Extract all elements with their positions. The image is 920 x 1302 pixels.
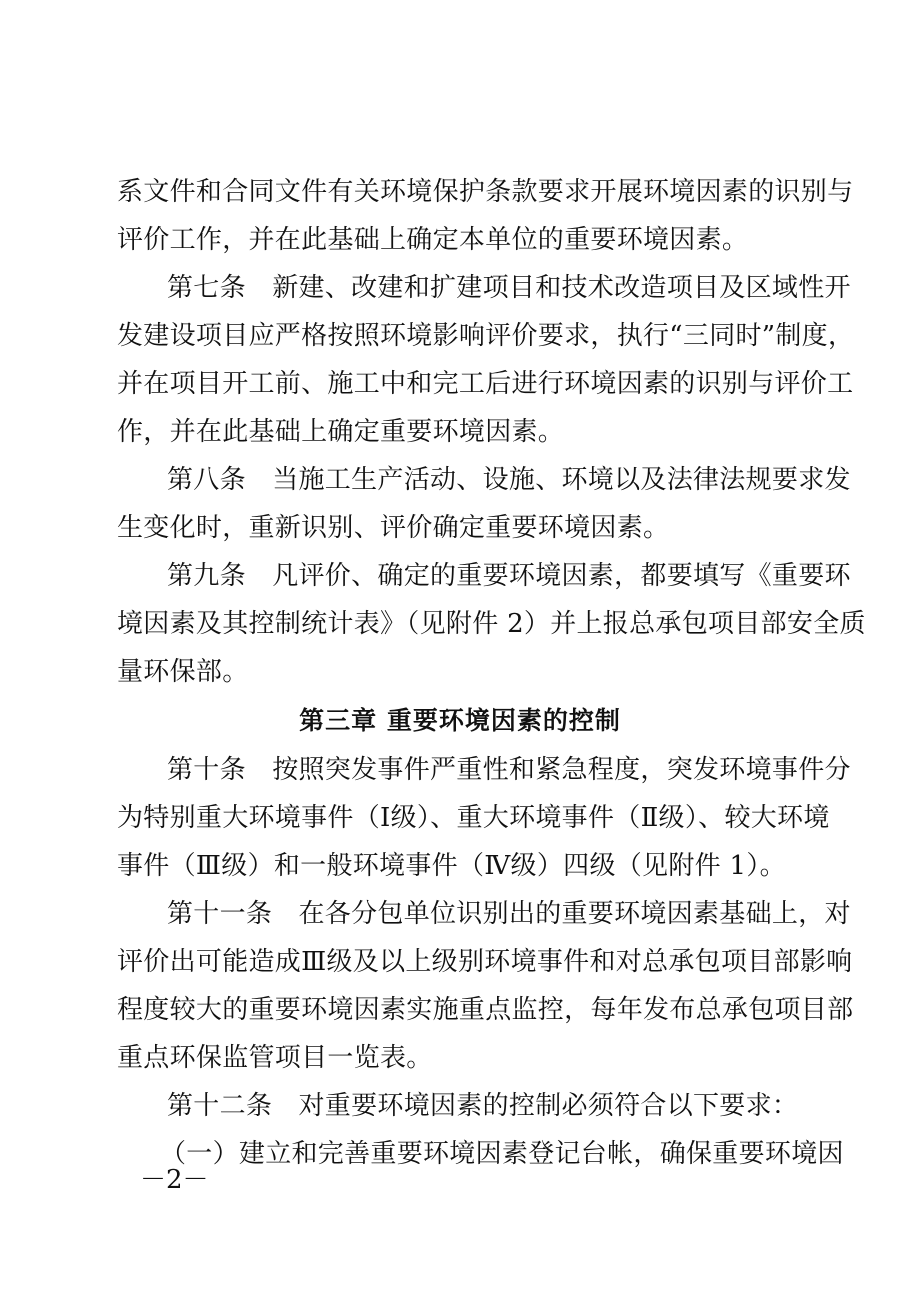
text-line: 系文件和合同文件有关环境保护条款要求开展环境因素的识别与 [117, 177, 854, 207]
article-11-line: 第十一条 在各分包单位识别出的重要环境因素基础上，对 [167, 899, 851, 929]
article-7-line: 第七条 新建、改建和扩建项目和技术改造项目及区域性开 [167, 273, 851, 303]
article-12-line: 第十二条 对重要环境因素的控制必须符合以下要求： [167, 1091, 799, 1121]
text-line: 重点环保监管项目一览表。 [117, 1043, 433, 1073]
article-8-line: 第八条 当施工生产活动、设施、环境以及法律法规要求发 [167, 465, 851, 495]
text-line: 评价工作，并在此基础上确定本单位的重要环境因素。 [117, 225, 749, 255]
text-line: 发建设项目应严格按照环境影响评价要求，执行“三同时”制度， [117, 321, 855, 351]
text-line: 评价出可能造成Ⅲ级及以上级别环境事件和对总承包项目部影响 [117, 947, 853, 977]
chapter-heading: 第三章 重要环境因素的控制 [299, 706, 621, 735]
article-10-line: 第十条 按照突发事件严重性和紧急程度，突发环境事件分 [167, 755, 851, 785]
list-item-1-line: （一）建立和完善重要环境因素登记台帐，确保重要环境因 [160, 1139, 844, 1169]
text-line: 事件（Ⅲ级）和一般环境事件（Ⅳ级）四级（见附件 1）。 [117, 851, 786, 881]
text-line: 为特别重大环境事件（Ⅰ级）、重大环境事件（Ⅱ级）、较大环境 [117, 803, 830, 833]
article-9-line: 第九条 凡评价、确定的重要环境因素，都要填写《重要环 [167, 561, 851, 591]
page-number: －2－ [140, 1165, 209, 1195]
text-line: 并在项目开工前、施工中和完工后进行环境因素的识别与评价工 [117, 369, 854, 399]
text-line: 程度较大的重要环境因素实施重点监控，每年发布总承包项目部 [117, 995, 854, 1025]
text-line: 境因素及其控制统计表》（见附件 2）并上报总承包项目部安全质 [117, 609, 866, 639]
text-line: 量环保部。 [117, 657, 249, 687]
text-line: 作，并在此基础上确定重要环境因素。 [117, 417, 565, 447]
text-line: 生变化时，重新识别、评价确定重要环境因素。 [117, 513, 670, 543]
